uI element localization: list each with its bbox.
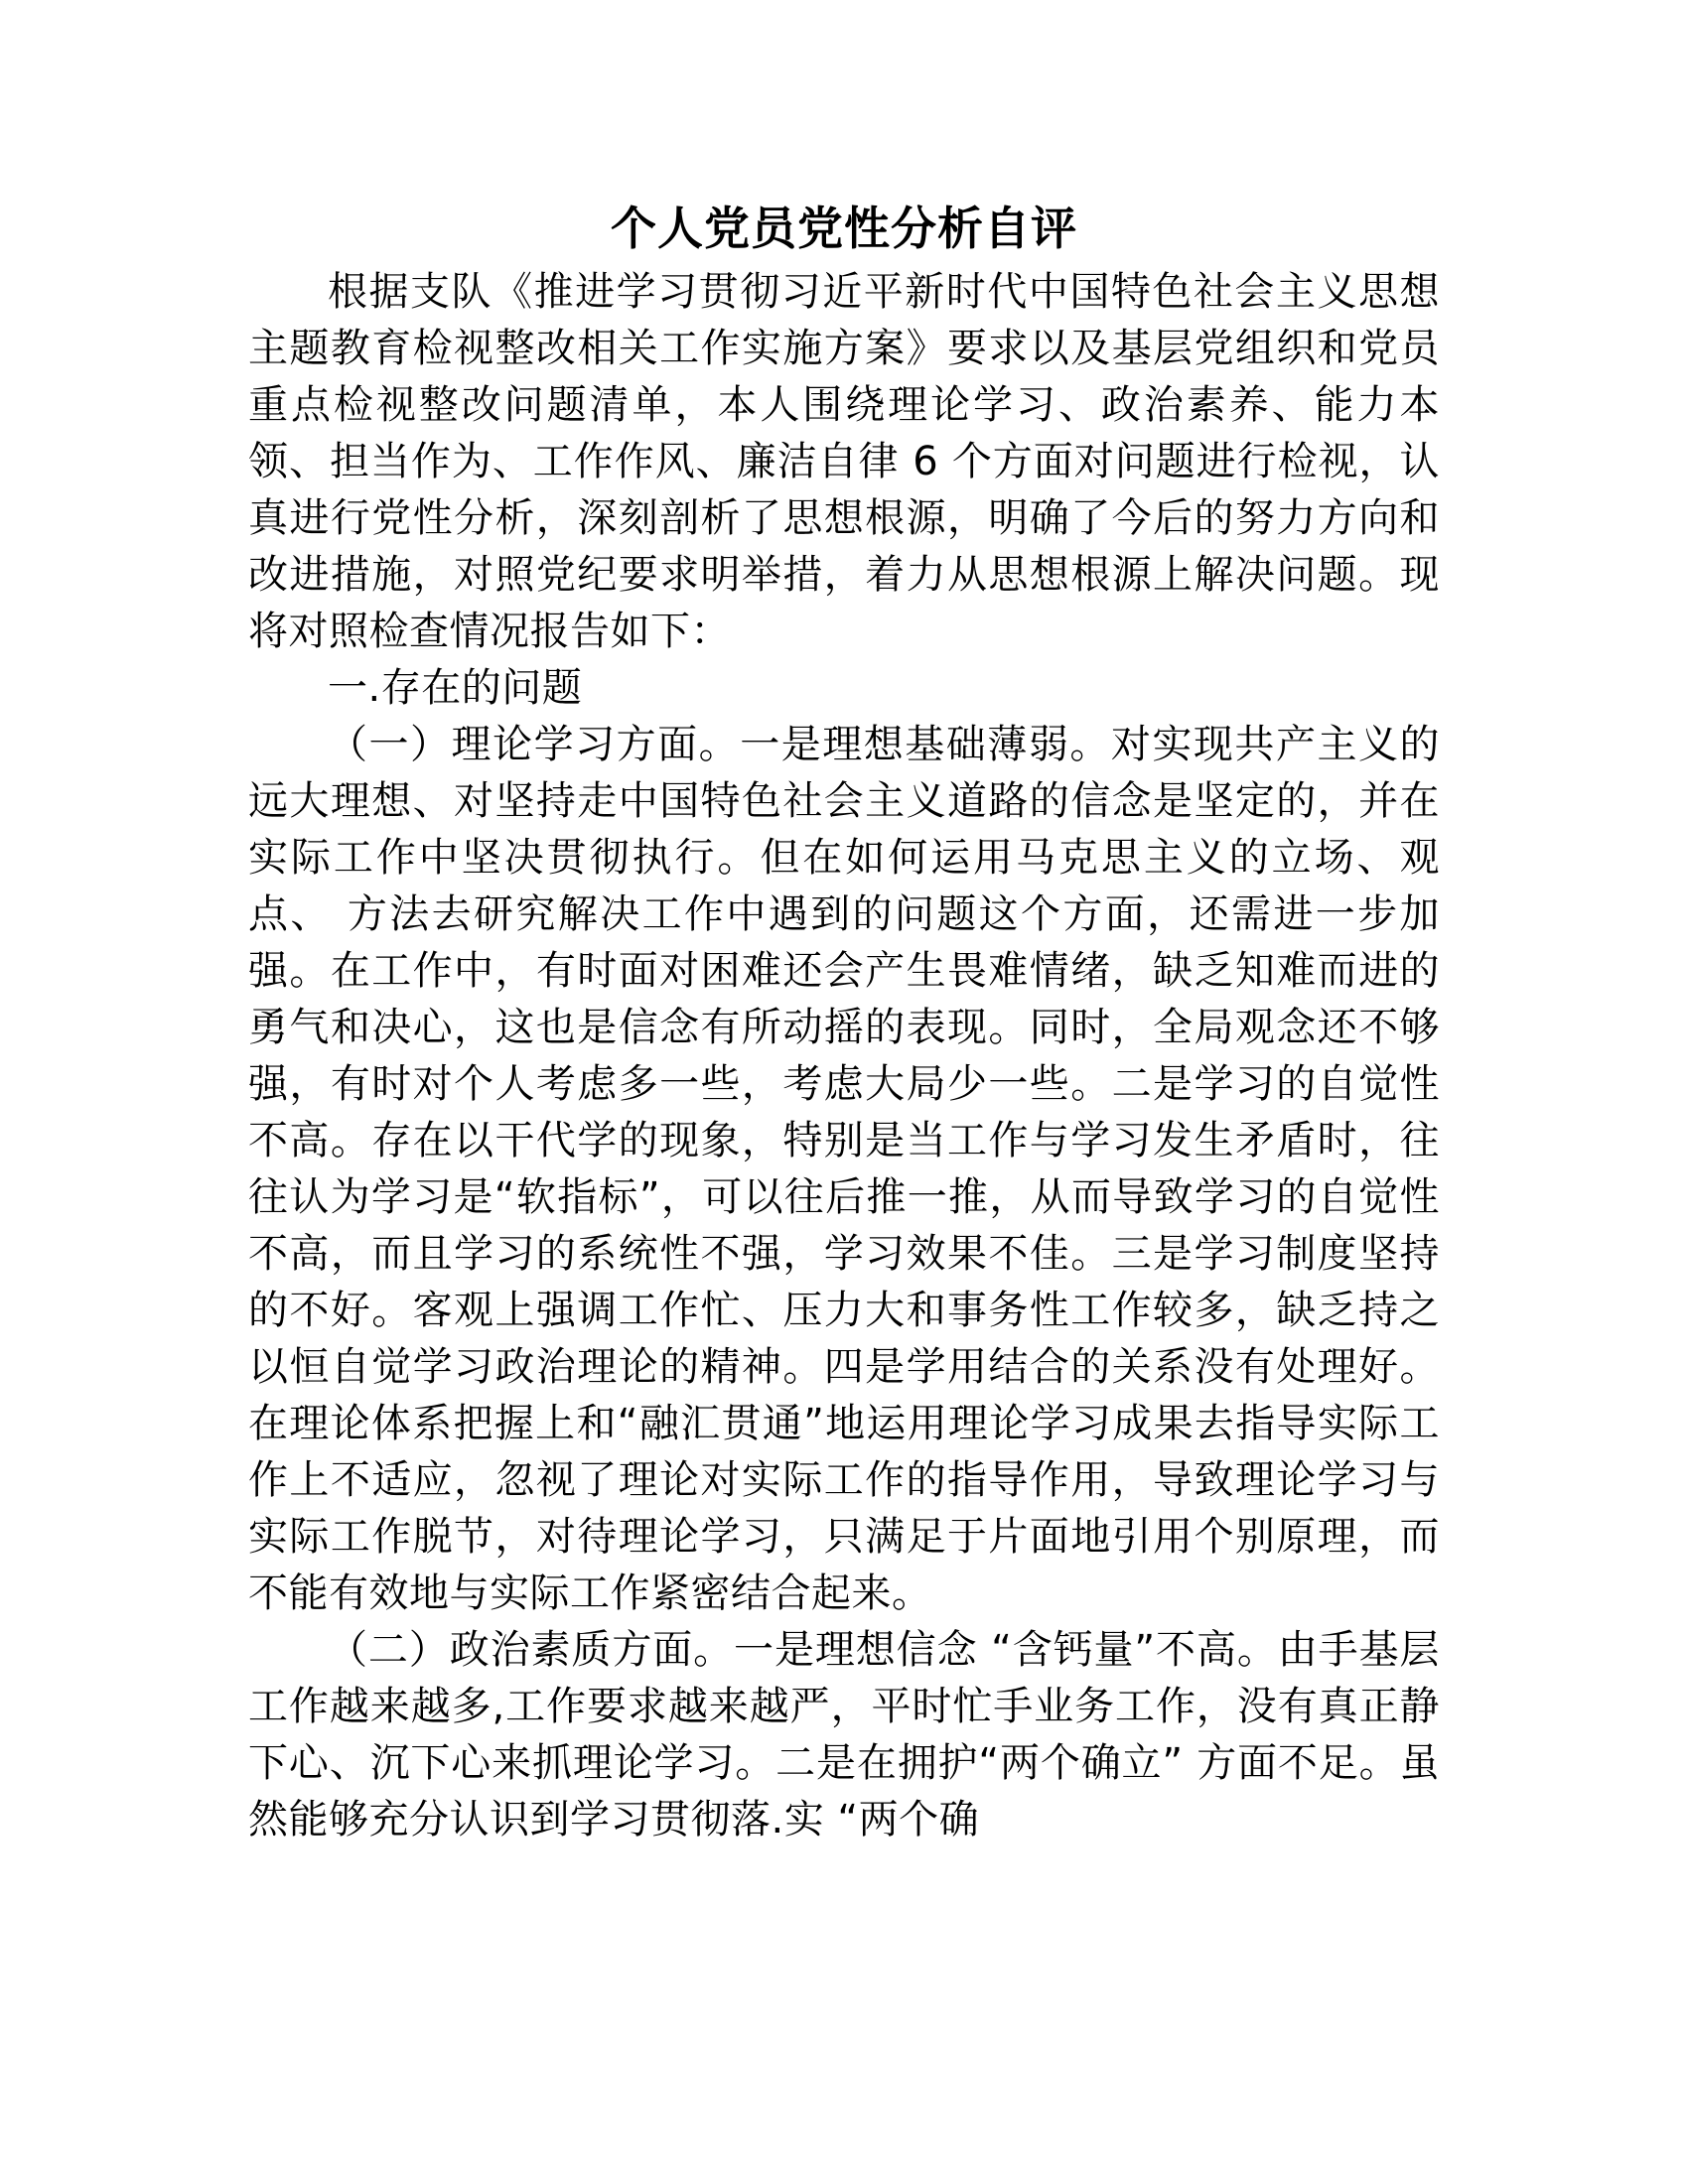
intro-paragraph: 根据支队《推进学习贯彻习近平新时代中国特色社会主义思想主题教育检视整改相关工作实施方案》要求以及基层党组织和党员重点检视整改问题清单，本人围绕理论学习、政治素养、能力本领、担当作为、工作作风、廉洁自律 6 个方面对问题进行检视，认真进行党性分析，深刻剖析了思想根源，明确了今后的努力方向和改进措施，对照党纪要求明举措，着力从思想根源上解决问题。现将对照检查情况报告如下： — [248, 269, 1440, 654]
paragraph-political-quality: （二）政治素质方面。一是理想信念 “含钙量”不高。由手基层工作越来越多,工作要求越来越严，平时忙手业务工作，没有真正静下心、沉下心来抓理论学习。二是在拥护“两个确立” 方面不足。虽然能够充分认识到学习贯彻落.实 “两个确 — [248, 1627, 1440, 1843]
section-heading-problems: 一.存在的问题 — [328, 665, 583, 711]
document-body — [248, 199, 1440, 1848]
paragraph-theory-study: （一）理论学习方面。一是理想基础薄弱。对实现共产主义的远大理想、对坚持走中国特色社会主义道路的信念是坚定的，并在实际工作中坚决贯彻执行。但在如何运用马克思主义的立场、观点、 方法去研究解决工作中遇到的问题这个方面，还需进一步加强。在工作中，有时面对困难还会产生畏难情绪，缺乏知难而进的勇气和决心，这也是信念有所动摇的表现。同时，全局观念还不够强，有时对个人考虑多一些，考虑大局少一些。二是学习的自觉性不高。存在以干代学的现象，特别是当工作与学习发生矛盾时，往往认为学习是“软指标”，可以往后推一推，从而导致学习的自觉性不高，而且学习的系统性不强，学习效果不佳。三是学习制度坚持的不好。客观上强调工作忙、压力大和事务性工作较多，缺乏持之以恒自觉学习政治理论的精神。四是学用结合的关系没有处理好。在理论体系把握上和“融汇贯通”地运用理论学习成果去指导实际工作上不适应，忽视了理论对实际工作的指导作用，导致理论学习与实际工作脱节，对待理论学习，只满足于片面地引用个别原理，而不能有效地与实际工作紧密结合起来。 — [248, 722, 1440, 1616]
document-title: 个人党员党性分析自评 — [611, 202, 1077, 255]
